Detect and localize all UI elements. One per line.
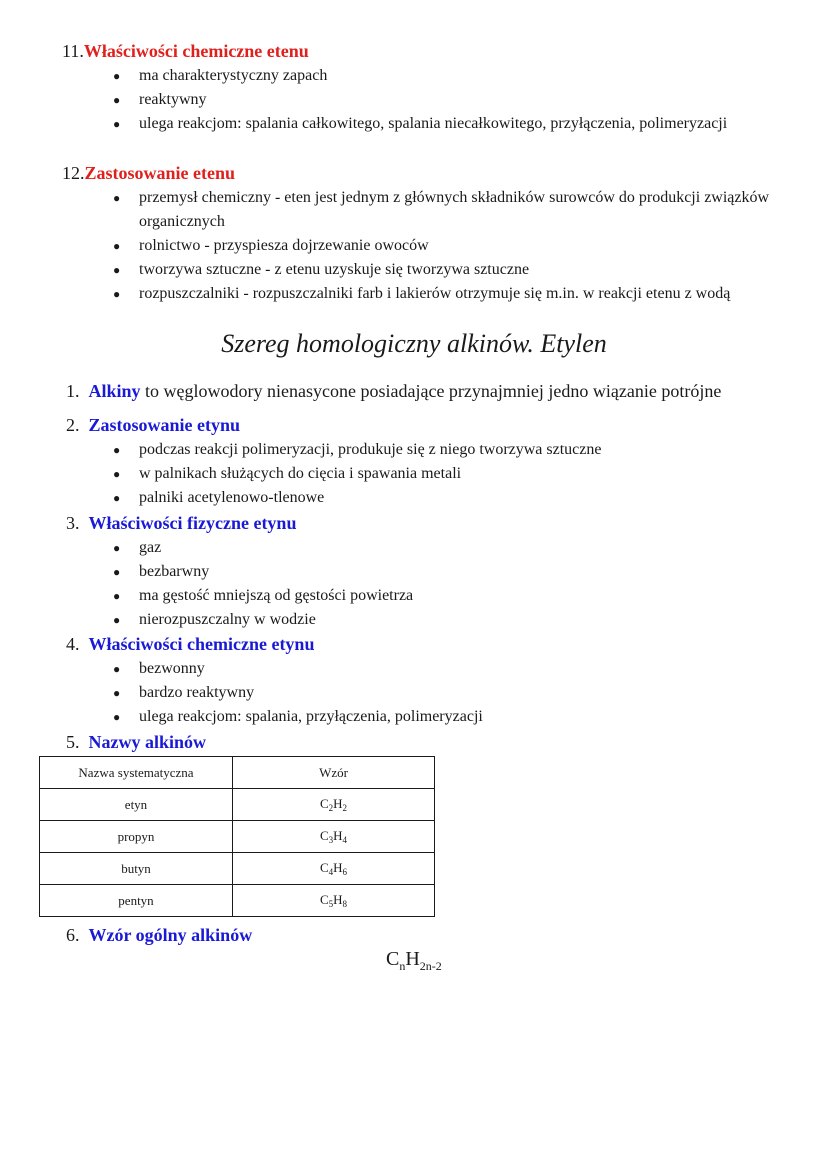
table-cell-name: etyn: [40, 789, 233, 821]
list-item: ● gaz: [113, 536, 793, 560]
list-item: ● przemysł chemiczny - eten jest jednym z głównych składników surowców do produkcji związków organicznych: [113, 186, 793, 234]
section-title: Właściwości fizyczne etynu: [88, 513, 297, 533]
table-cell-name: pentyn: [40, 885, 233, 917]
section-title: Zastosowanie etynu: [88, 415, 241, 435]
section-number: 12.: [62, 163, 85, 183]
list-item: ● ulega reakcjom: spalania całkowitego, spalania niecałkowitego, przyłączenia, polimeryzacji: [113, 112, 733, 136]
list-item: ● rozpuszczalniki - rozpuszczalniki farb i lakierów otrzymuje się m.in. w reakcji etenu z wodą: [113, 282, 793, 306]
definition-text: to węglowodory nienasycone posiadające przynajmniej jedno wiązanie potrójne: [140, 381, 722, 401]
list-item: ● ulega reakcjom: spalania, przyłączenia, polimeryzacji: [113, 705, 793, 729]
table-header: Nazwa systematyczna: [40, 757, 233, 789]
item-number: 1.: [66, 381, 80, 401]
list-item: ● ma gęstość mniejszą od gęstości powietrza: [113, 584, 793, 608]
list-item: ● ma charakterystyczny zapach: [113, 64, 733, 88]
section-12-heading: [62, 162, 235, 184]
list-item: ● w palnikach służących do cięcia i spawania metali: [113, 462, 793, 486]
list-item: ● bezbarwny: [113, 560, 793, 584]
section-number: 5.: [66, 732, 80, 752]
section-title: Nazwy alkinów: [88, 732, 207, 752]
table-cell-name: butyn: [40, 853, 233, 885]
table-cell-formula: $C_2H_2$: [233, 789, 435, 821]
list-item: ● bezwonny: [113, 657, 793, 681]
list-item: ● palniki acetylenowo-tlenowe: [113, 486, 793, 510]
table-cell-formula: $C_5H_8$: [233, 885, 435, 917]
section-number: 11.: [62, 41, 84, 61]
alkynes-table: [39, 756, 435, 917]
table-cell-formula: $C_3H_4$: [233, 821, 435, 853]
section-title: Właściwości chemiczne etenu: [83, 41, 309, 61]
section-6-heading: [66, 924, 252, 946]
table-cell-formula: $C_4H_6$: [233, 853, 435, 885]
section-3-list: [113, 536, 793, 632]
section-title: Wzór ogólny alkinów: [88, 925, 253, 945]
table-row: [40, 853, 435, 885]
table-header: Wzór: [233, 757, 435, 789]
section-title: Zastosowanie etenu: [84, 163, 236, 183]
alkiny-definition: [66, 380, 721, 402]
list-item: ● rolnictwo - przyspiesza dojrzewanie owoców: [113, 234, 793, 258]
table-row: [40, 885, 435, 917]
list-item: ● nierozpuszczalny w wodzie: [113, 608, 793, 632]
section-number: 2.: [66, 415, 80, 435]
list-item: ● tworzywa sztuczne - z etenu uzyskuje się tworzywa sztuczne: [113, 258, 793, 282]
section-title: Właściwości chemiczne etynu: [88, 634, 315, 654]
section-number: 3.: [66, 513, 80, 533]
section-4-list: [113, 657, 793, 729]
page-title: Szereg homologiczny alkinów. Etylen: [221, 329, 607, 358]
list-item: ● reaktywny: [113, 88, 733, 112]
section-11-heading: [62, 40, 309, 62]
section-3-heading: [66, 512, 296, 534]
section-4-heading: [66, 633, 314, 655]
table-cell-name: propyn: [40, 821, 233, 853]
list-item: ● bardzo reaktywny: [113, 681, 793, 705]
general-formula: $C_nH_{2n-2}$: [386, 948, 442, 973]
section-5-heading: [66, 731, 206, 753]
section-12-list: [113, 186, 793, 306]
list-item: ● podczas reakcji polimeryzacji, produkuje się z niego tworzywa sztuczne: [113, 438, 793, 462]
table-header-row: [40, 757, 435, 789]
table-row: [40, 821, 435, 853]
section-2-heading: [66, 414, 240, 436]
section-number: 4.: [66, 634, 80, 654]
table-row: [40, 789, 435, 821]
section-number: 6.: [66, 925, 80, 945]
section-2-list: [113, 438, 793, 510]
section-11-list: [113, 64, 733, 136]
term: Alkiny: [88, 381, 141, 401]
